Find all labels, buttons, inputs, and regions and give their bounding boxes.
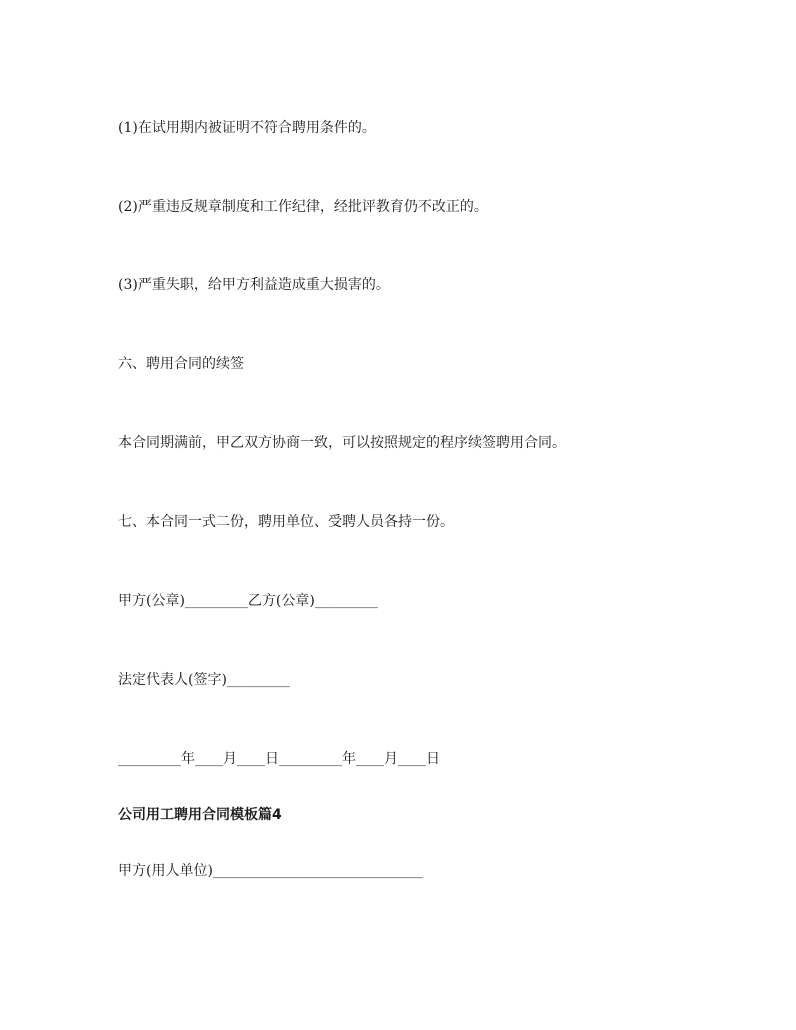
section-six-body: 本合同期满前，甲乙双方协商一致，可以按照规定的程序续签聘用合同。 [118,435,566,451]
date-line: _________年____月____日_________年____月____日 [118,751,440,767]
section-seven: 七、本合同一式二份，聘用单位、受聘人员各持一份。 [118,514,454,530]
clause-2: (2)严重违反规章制度和工作纪律，经批评教育仍不改正的。 [118,199,488,215]
clause-3: (3)严重失职，给甲方利益造成重大损害的。 [118,277,390,293]
clause-1: (1)在试用期内被证明不符合聘用条件的。 [118,120,376,136]
party-a-line: 甲方(用人单位)______________________________ [118,863,423,879]
legal-representative-line: 法定代表人(签字)_________ [118,672,290,688]
section-six-title: 六、聘用合同的续签 [118,356,244,372]
template-4-title: 公司用工聘用合同模板篇4 [118,807,282,823]
signature-line: 甲方(公章)_________乙方(公章)_________ [118,593,378,609]
